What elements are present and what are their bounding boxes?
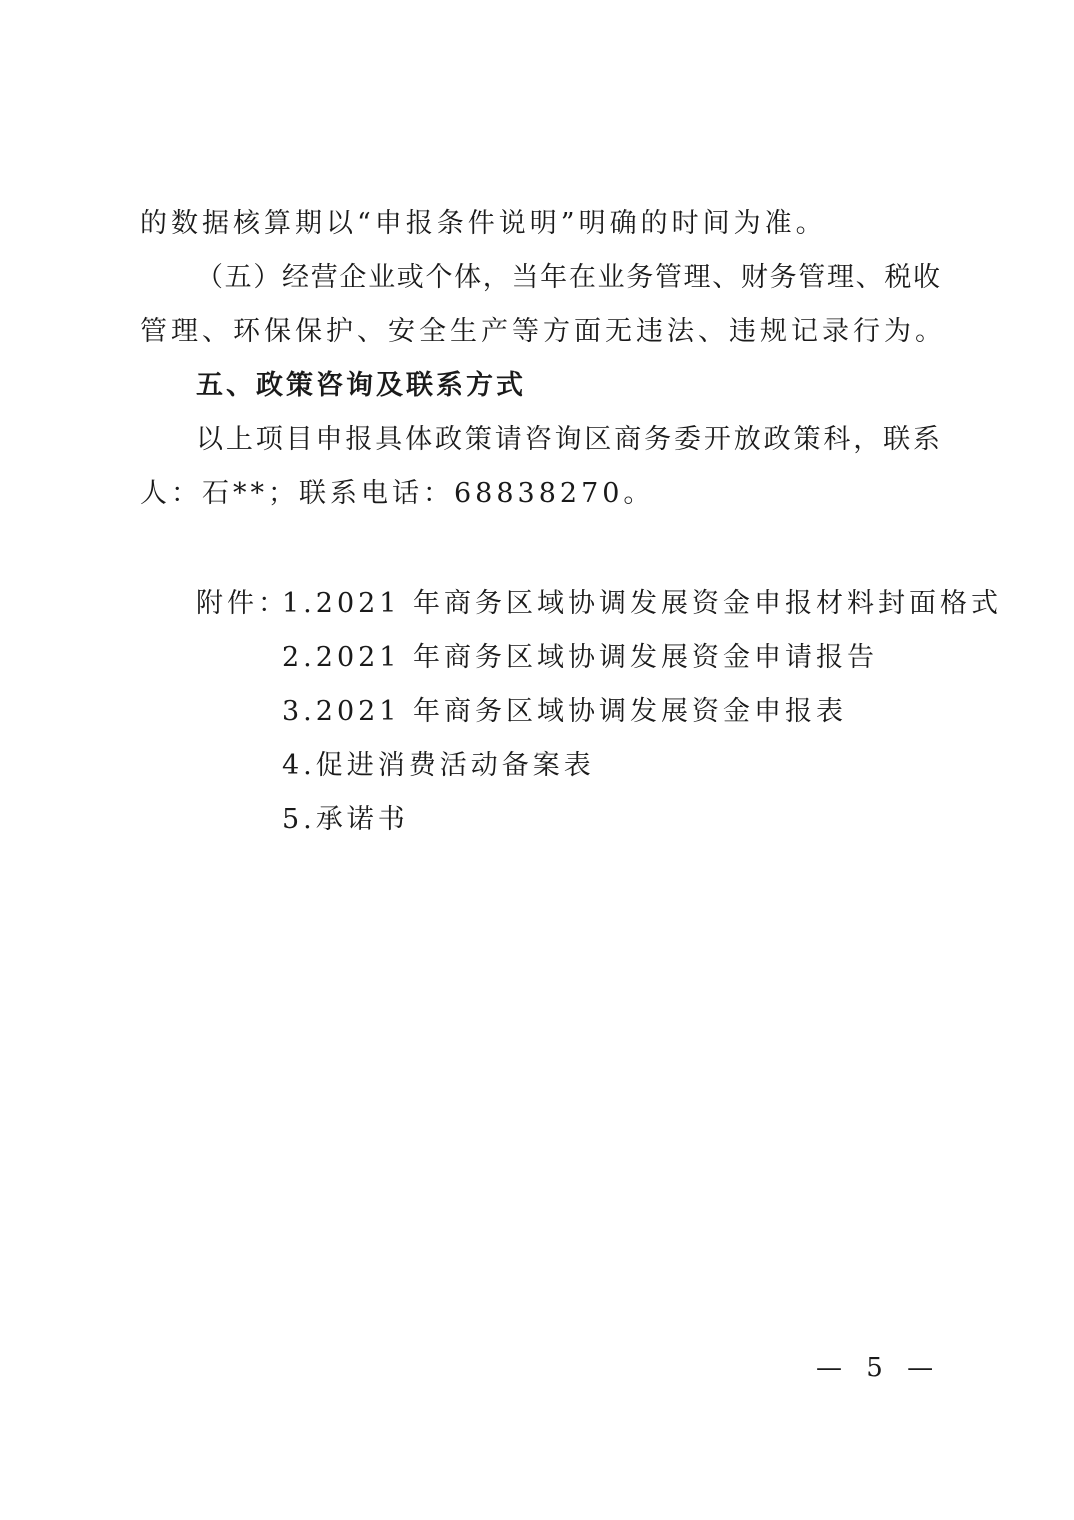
paragraph-intro: 的数据核算期以“申报条件说明”明确的时间为准。 (140, 208, 827, 239)
attachment-item: 1.2021 年商务区域协调发展资金申报材料封面格式 (282, 588, 1003, 619)
attachment-item: 4.促进消费活动备案表 (282, 750, 595, 781)
page-number: — 5 — (816, 1353, 942, 1383)
paragraph-contact-line2: 人：石**；联系电话：68838270。 (140, 478, 655, 509)
paragraph-item5-line2: 管理、环保保护、安全生产等方面无违法、违规记录行为。 (140, 316, 946, 347)
section-heading: 五、政策咨询及联系方式 (196, 370, 526, 401)
attachment-item: 2.2021 年商务区域协调发展资金申请报告 (282, 642, 879, 673)
attachment-label: 附件： (196, 588, 289, 619)
paragraph-item5-line1: （五）经营企业或个体，当年在业务管理、财务管理、税收 (196, 262, 940, 293)
paragraph-contact-line1: 以上项目申报具体政策请咨询区商务委开放政策科，联系 (196, 424, 940, 455)
attachment-item: 3.2021 年商务区域协调发展资金申报表 (282, 696, 848, 727)
attachment-item: 5.承诺书 (282, 804, 409, 835)
